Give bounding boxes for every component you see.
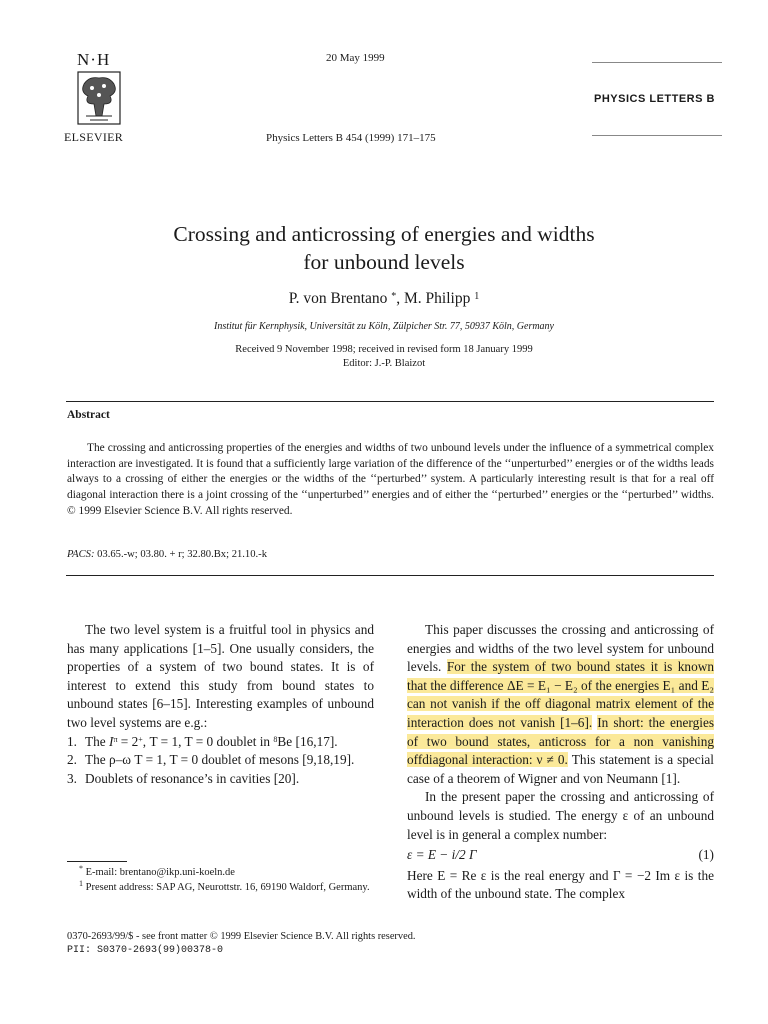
abstract-heading: Abstract <box>67 409 110 421</box>
paragraph-text: This statement is a special case of a theorem of Wigner and von Neumann [1]. <box>407 752 714 786</box>
equation-number: (1) <box>698 847 714 863</box>
author-1: P. von Brentano <box>288 290 388 307</box>
footnote-text: Present address: SAP AG, Neurottstr. 16, 69190 Waldorf, Germany. <box>85 881 370 893</box>
footnotes <box>67 866 374 895</box>
editor-line: Editor: J.-P. Blaizot <box>342 358 426 369</box>
footnote-text: E-mail: brentano@ikp.uni-koeln.de <box>85 867 235 878</box>
author-2: , M. Philipp <box>396 290 471 307</box>
unbound-paragraph: In the present paper the crossing and anticrossing of unbound levels is studied. The energy ε of an unbound level is in general a complex number: <box>407 789 714 842</box>
list-number: 1. <box>67 733 77 749</box>
pacs-values: 03.65.-w; 03.80. + r; 32.80.Bx; 21.10.-k <box>97 549 268 560</box>
publisher-logo <box>64 50 136 130</box>
title-line-2: for unbound levels <box>303 250 465 274</box>
author-1-footnote-mark: * <box>391 291 397 302</box>
pacs-label: PACS: <box>67 549 95 560</box>
paragraph-text: This paper discusses the crossing and anticrossing of energies and widths of the two level system for unbound levels. <box>407 622 714 675</box>
journal-name: PHYSICS LETTERS B <box>594 93 715 105</box>
author-2-footnote-mark: 1 <box>474 291 480 302</box>
footnote-mark: 1 <box>79 878 83 888</box>
author-list <box>84 290 684 308</box>
list-item <box>67 770 374 789</box>
list-text: Doublets of resonance’s in cavities [20]. <box>85 770 300 786</box>
list-item <box>67 733 374 752</box>
tree-emblem-icon <box>74 70 124 126</box>
title-line-1: Crossing and anticrossing of energies and widths <box>173 222 595 246</box>
list-number: 2. <box>67 752 77 768</box>
abstract-text: The crossing and anticrossing properties of the energies and widths of two unbound levels under the influence of a symmetrical complex interaction are investigated. It is found that a sufficiently large variation of the difference of the ‘‘unperturbed’’ energies or of the widths leads always to a crossing of either the energies or the widths of the ‘‘perturbed’’ system. A particularly interesting result is that for a real off diagonal interaction there is a joint crossing of the ‘‘unperturbed’’ energies and of either the ‘‘perturbed’’ energies or the ‘‘perturbed’’ widths. © 1999 Elsevier Science B.V. All rights reserved. <box>67 442 714 517</box>
highlighted-text: For the system of two bound states it is known that the difference ΔE = E₁ − E₂ of the energies E₁ and E₂ can not vanish if the off diagonal matrix element of the interaction does not vanish [1–6]. <box>407 659 714 730</box>
list-number: 3. <box>67 770 77 786</box>
crossing-paragraph <box>407 621 714 788</box>
abstract-bottom-rule <box>66 575 714 576</box>
pii-line: PII: S0370-2693(99)00378-0 <box>67 945 224 956</box>
publisher-name: ELSEVIER <box>64 130 124 144</box>
left-column <box>67 621 374 788</box>
footnote <box>67 866 374 881</box>
publisher-mark: N·H <box>77 50 111 69</box>
definition-paragraph: Here E = Re ε is the real energy and Γ = −2 Im ε is the width of the unbound state. The complex <box>407 867 714 902</box>
received-line: Received 9 November 1998; received in revised form 18 January 1999 <box>235 344 533 355</box>
list-text: The ρ–ω T = 1, T = 0 doublet of mesons [9,18,19]. <box>85 752 355 768</box>
highlighted-text: In short: the energies of two bound states, anticross for a non vanishing offdiagonal interaction: ν ≠ 0. <box>407 714 715 768</box>
affiliation: Institut für Kernphysik, Universität zu Köln, Zülpicher Str. 77, 50937 Köln, Germany <box>214 321 554 332</box>
page-footer <box>67 930 714 958</box>
journal-banner <box>592 62 722 136</box>
article-title <box>84 220 684 276</box>
publication-date: 20 May 1999 <box>326 52 385 64</box>
equation-expression: ε = E − i/2 Γ <box>407 847 477 863</box>
right-column <box>407 621 714 904</box>
equation-1 <box>407 846 714 865</box>
issn-line: 0370-2693/99/$ - see front matter © 1999 Elsevier Science B.V. All rights reserved. <box>67 931 416 942</box>
list-item <box>67 751 374 770</box>
received-dates <box>84 343 684 371</box>
pacs-codes <box>67 549 267 560</box>
abstract-top-rule <box>66 401 714 402</box>
list-text: The $I^\pi = 2^+$, T = 1, T = 0 doublet in $^8$Be [16,17]. <box>85 733 338 749</box>
footnote-rule <box>67 861 127 862</box>
journal-reference: Physics Letters B 454 (1999) 171–175 <box>266 132 436 144</box>
footnote-mark: * <box>79 864 83 873</box>
intro-paragraph: The two level system is a fruitful tool in physics and has many applications [1–5]. One usually considers, the properties of a system of two bound states. It is of interest to extend this study from bound states to unbound states [6–15]. Interesting examples of unbound two level systems are e.g.: <box>67 622 374 730</box>
footnote <box>67 878 374 896</box>
